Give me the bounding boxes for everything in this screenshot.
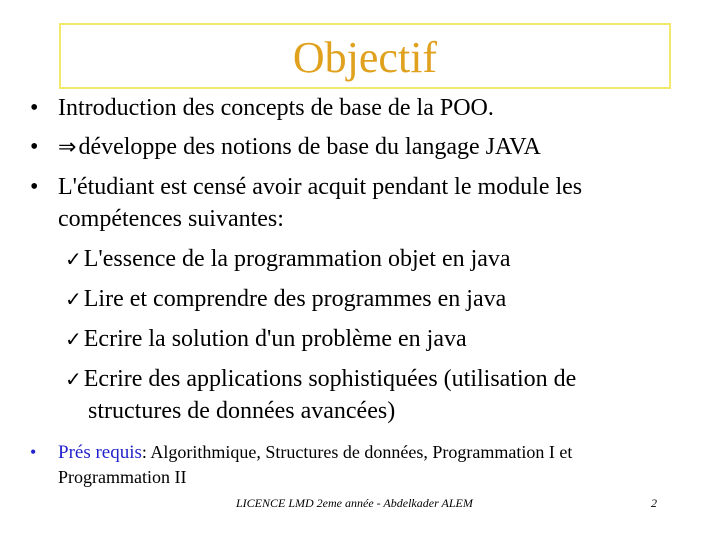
bullet-text: Introduction des concepts de base de la POO. — [58, 95, 494, 121]
bullet-marker: • — [30, 174, 39, 200]
implies-arrow-icon: ⇒ — [58, 135, 77, 160]
check-item-3 — [65, 325, 467, 353]
check-text: Lire et comprendre des programmes en java — [83, 286, 507, 312]
prereq-label: Prés requis — [58, 442, 142, 463]
bullet-text: développe des notions de base du langage JAVA — [78, 134, 541, 160]
check-text: Ecrire des applications sophistiquées (utilisation de — [83, 366, 577, 392]
checkmark-icon: ✓ — [65, 287, 82, 311]
prereq-text-continued: Programmation II — [58, 467, 187, 487]
prereq-text: : Algorithmique, Structures de données, Programmation I et — [141, 442, 573, 462]
bullet-marker: • — [30, 134, 39, 160]
bullet-text-continued: compétences suivantes: — [58, 206, 284, 232]
checkmark-icon: ✓ — [65, 247, 82, 271]
bullet-marker: • — [30, 442, 37, 462]
bullet-text: L'étudiant est censé avoir acquit pendant le module les — [58, 174, 583, 200]
check-text: L'essence de la programmation objet en java — [83, 246, 511, 272]
check-item-4 — [65, 365, 576, 393]
title-box — [59, 23, 671, 89]
bullet-marker: • — [30, 95, 39, 121]
check-text: Ecrire la solution d'un problème en java — [83, 326, 467, 352]
check-text-continued: structures de données avancées) — [88, 398, 396, 424]
page-number: 2 — [651, 496, 657, 510]
slide-title: Objectif — [292, 33, 438, 82]
footer-text: LICENCE LMD 2eme année - Abdelkader ALEM — [236, 496, 473, 510]
checkmark-icon: ✓ — [65, 367, 82, 391]
checkmark-icon: ✓ — [65, 327, 82, 351]
check-item-2 — [65, 285, 506, 313]
check-item-1 — [65, 245, 511, 273]
